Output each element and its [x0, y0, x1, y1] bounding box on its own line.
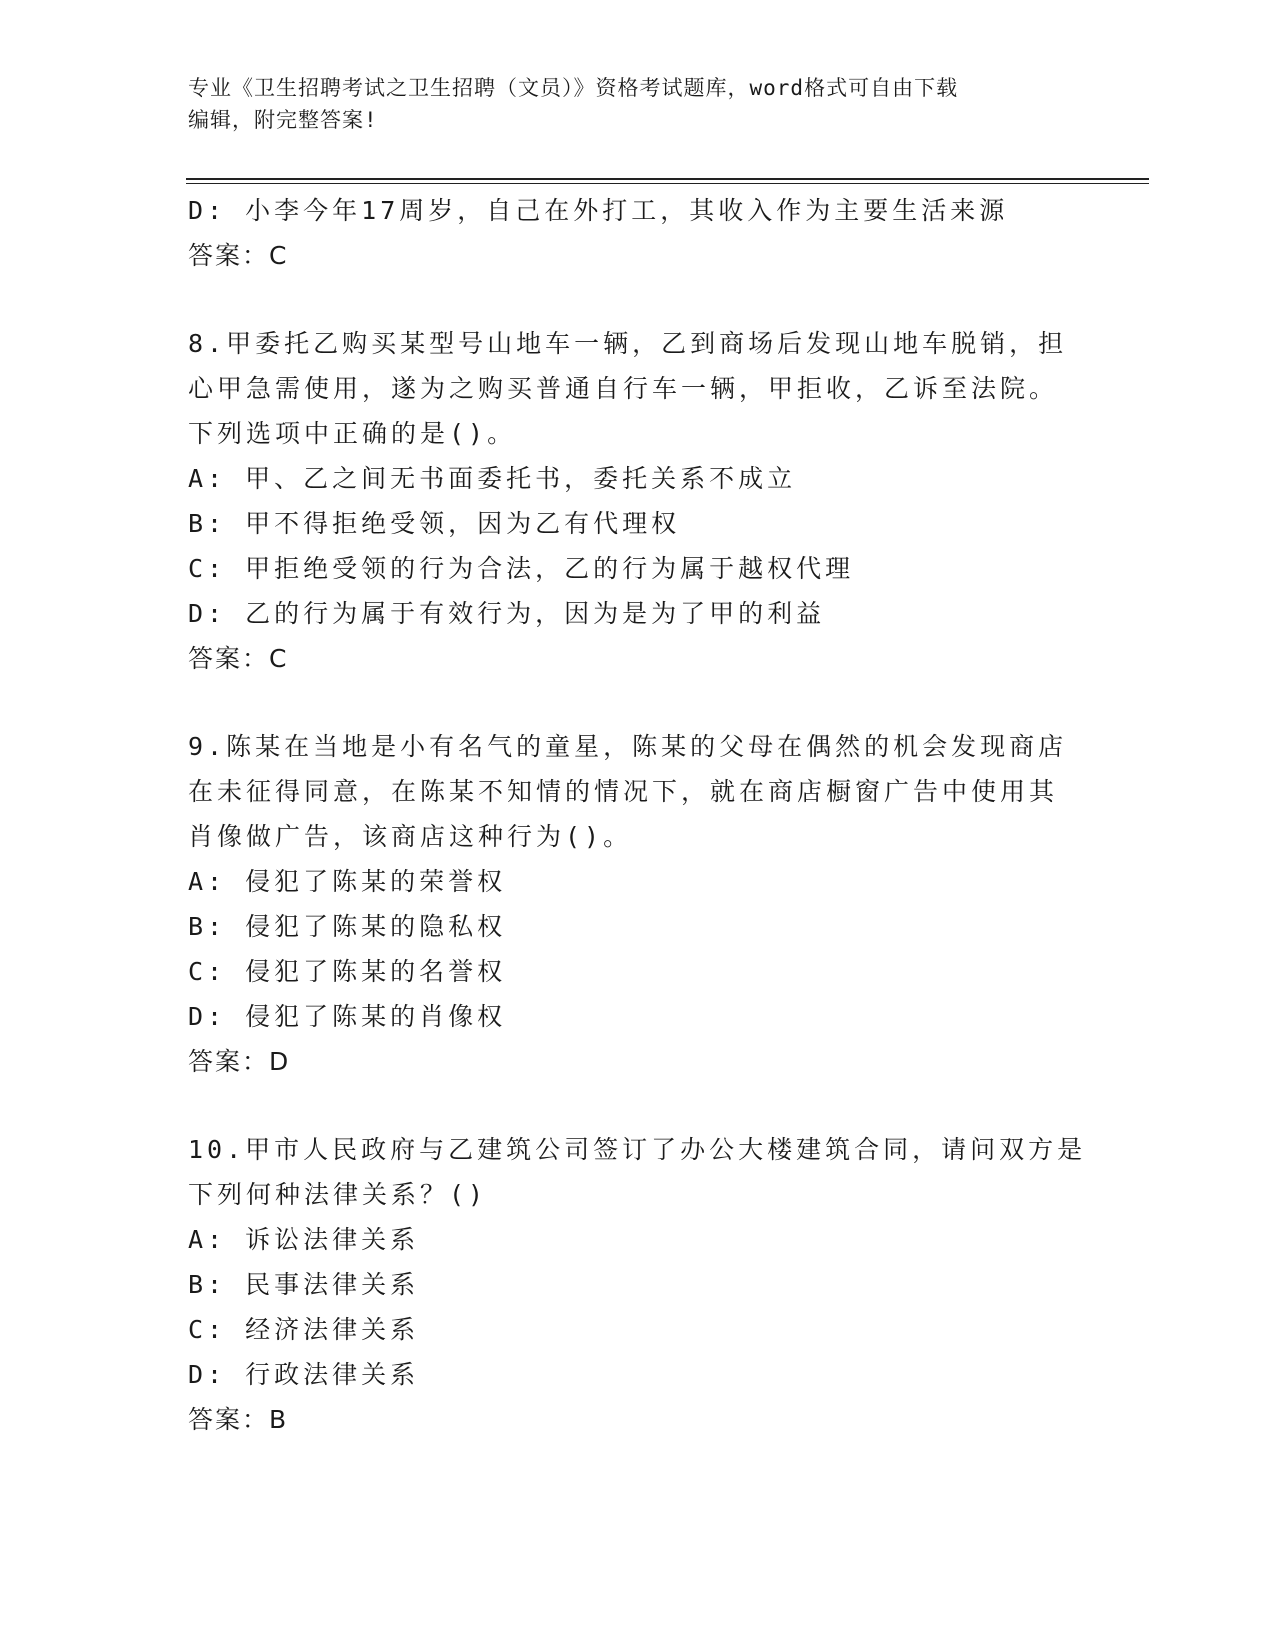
- question-stem-line: 9.陈某在当地是小有名气的童星，陈某的父母在偶然的机会发现商店: [188, 732, 1068, 761]
- header-divider-thin: [186, 183, 1149, 184]
- question-stem-line: 8.甲委托乙购买某型号山地车一辆，乙到商场后发现山地车脱销，担: [188, 329, 1068, 358]
- question-stem-line: 心甲急需使用，遂为之购买普通自行车一辆，甲拒收，乙诉至法院。: [188, 374, 1059, 403]
- option-b: B: 侵犯了陈某的隐私权: [188, 912, 507, 941]
- option-a: A: 侵犯了陈某的荣誉权: [188, 867, 507, 896]
- header-line-2: 编辑，附完整答案!: [188, 108, 378, 132]
- question-stem-line: 在未征得同意，在陈某不知情的情况下，就在商店橱窗广告中使用其: [188, 777, 1059, 806]
- option-b: B: 甲不得拒绝受领，因为乙有代理权: [188, 509, 681, 538]
- option-d: D: 侵犯了陈某的肖像权: [188, 1002, 507, 1031]
- question-stem-line: 肖像做广告，该商店这种行为()。: [188, 822, 633, 851]
- header-line-1: 专业《卫生招聘考试之卫生招聘（文员）》资格考试题库，word格式可自由下载: [188, 76, 959, 100]
- question-stem-line: 10.甲市人民政府与乙建筑公司签订了办公大楼建筑合同，请问双方是: [188, 1135, 1087, 1164]
- answer-line: 答案：B: [188, 1405, 289, 1434]
- header-divider-thick: [186, 178, 1149, 180]
- option-b: B: 民事法律关系: [188, 1270, 420, 1299]
- answer-line: 答案：D: [188, 1047, 291, 1076]
- option-c: C: 甲拒绝受领的行为合法，乙的行为属于越权代理: [188, 554, 855, 583]
- question-spacer: [188, 278, 1088, 321]
- question-stem-line: 下列选项中正确的是()。: [188, 419, 517, 448]
- option-d: D: 小李今年17周岁，自己在外打工，其收入作为主要生活来源: [188, 196, 1009, 225]
- question-10: [188, 1127, 1088, 1442]
- option-a: A: 诉讼法律关系: [188, 1225, 420, 1254]
- option-c: C: 侵犯了陈某的名誉权: [188, 957, 507, 986]
- answer-line: 答案：C: [188, 241, 289, 270]
- option-d: D: 乙的行为属于有效行为，因为是为了甲的利益: [188, 599, 826, 628]
- question-spacer: [188, 1084, 1088, 1127]
- option-a: A: 甲、乙之间无书面委托书，委托关系不成立: [188, 464, 797, 493]
- answer-line: 答案：C: [188, 644, 289, 673]
- question-fragment: [188, 188, 1088, 278]
- question-8: [188, 321, 1088, 681]
- option-c: C: 经济法律关系: [188, 1315, 420, 1344]
- question-spacer: [188, 681, 1088, 724]
- option-d: D: 行政法律关系: [188, 1360, 420, 1389]
- document-header: [188, 72, 1088, 136]
- question-stem-line: 下列何种法律关系？(): [188, 1180, 488, 1209]
- question-9: [188, 724, 1088, 1084]
- question-list: [188, 188, 1088, 1442]
